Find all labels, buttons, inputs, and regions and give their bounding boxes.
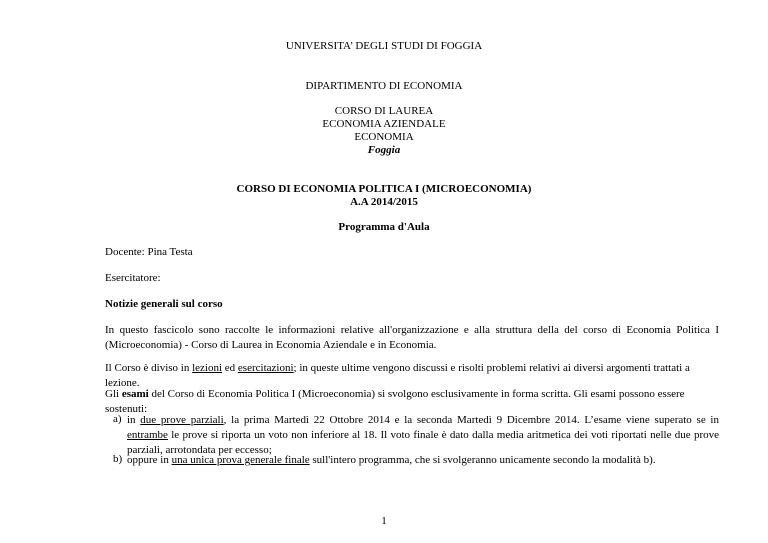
university-name: UNIVERSITA’ DEGLI STUDI DI FOGGIA	[285, 40, 483, 52]
esami-term: esami	[121, 388, 149, 400]
esercitazioni-term: esercitazioni	[237, 362, 294, 374]
paragraph-course-structure: Il Corso è diviso in lezioni ed esercitazioni; in queste ultime vengono discussi e risolti problemi relativi ai diversi argomenti trattati a lezione.	[105, 362, 690, 389]
paragraph-intro: In questo fascicolo sono raccolte le informazioni relative all'organizzazione e alla struttura della del corso di Economia Politica I (Microeconomia) - Corso di Laurea in Economia Aziendale e in Economia.	[105, 324, 719, 351]
degree-economia-aziendale: ECONOMIA AZIENDALE	[322, 118, 446, 130]
esercitatore: Esercitatore:	[105, 272, 161, 284]
course-title: CORSO DI ECONOMIA POLITICA I (MICROECONOMIA)	[236, 183, 532, 195]
docente: Docente: Pina Testa	[105, 246, 193, 258]
list-item-a: in due prove parziali, la prima Martedì 22 Ottobre 2014 e la seconda Martedì 9 Dicembre 2014. L’esame viene superato se in entrambe le prove si riporta un voto non inferiore al 18. Il voto finale è dato dalla media aritmetica dei voti riportati nelle due prove parziali, arrotondata per eccesso;	[127, 414, 719, 456]
lezioni-term: lezioni	[192, 362, 223, 374]
paragraph-exams: Gli esami del Corso di Economia Politica I (Microeconomia) si svolgono esclusivamente in forma scritta. Gli esami possono essere sostenuti:	[105, 388, 685, 415]
academic-year: A.A 2014/2015	[350, 196, 418, 208]
program-title: Programma d'Aula	[338, 221, 430, 233]
prova-unica-term: una unica prova generale finale	[171, 454, 310, 466]
list-label-a: a)	[113, 413, 122, 425]
entrambe-term: entrambe	[127, 429, 168, 441]
list-label-b: b)	[113, 453, 123, 465]
section-heading: Notizie generali sul corso	[105, 298, 223, 310]
degree-economia: ECONOMIA	[354, 131, 414, 143]
department-name: DIPARTIMENTO DI ECONOMIA	[305, 80, 463, 92]
due-prove-term: due prove parziali	[140, 414, 224, 426]
city: Foggia	[367, 144, 401, 156]
degree-label: CORSO DI LAUREA	[334, 105, 434, 117]
list-item-b: oppure in una unica prova generale finale sull'intero programma, che si svolgeranno unicamente secondo la modalità b).	[127, 454, 656, 466]
page-number: 1	[381, 515, 387, 527]
